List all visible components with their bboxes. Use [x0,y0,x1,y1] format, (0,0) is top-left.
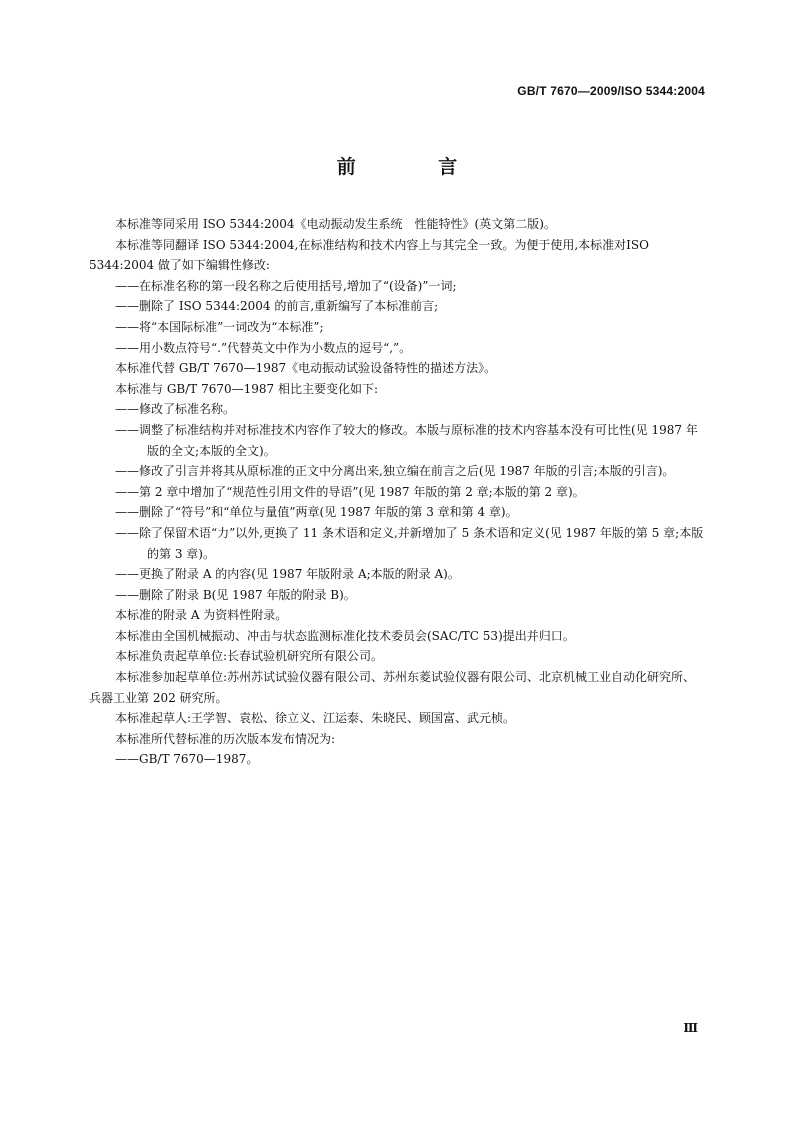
list-item: ——删除了 ISO 5344:2004 的前言,重新编写了本标准前言; [115,299,439,314]
list-item: ——删除了“符号”和“单位与量值”两章(见 1987 年版的第 3 章和第 4 章)。 [115,505,518,520]
paragraph: 本标准由全国机械振动、冲击与状态监测标准化技术委员会(SAC/TC 53)提出并归口。 [115,628,575,643]
list-item: ——用小数点符号“.”代替英文中作为小数点的逗号“,”。 [115,340,412,355]
paragraph: 本标准等同采用 ISO 5344:2004《电动振动发生系统 性能特性》(英文第二版)。 [115,217,556,231]
paragraph: 本标准负责起草单位:长春试验机研究所有限公司。 [115,649,384,664]
foreword-body [89,214,706,770]
paragraph: 本标准代替 GB/T 7670—1987《电动振动试验设备特性的描述方法》。 [115,361,497,376]
list-item: ——除了保留术语“力”以外,更换了 11 条术语和定义,并新增加了 5 条术语和定义(见 1987 年版的第 5 章;本版的第 3 章)。 [115,525,704,561]
list-item: ——在标准名称的第一段名称之后使用括号,增加了“(设备)”一词; [115,278,457,293]
paragraph: 本标准起草人:王学智、袁松、徐立义、江运泰、朱晓民、顾国富、武元桢。 [115,711,516,726]
paragraph: 本标准参加起草单位:苏州苏试试验仪器有限公司、苏州东菱试验仪器有限公司、北京机械工业自动化研究所、兵器工业第 202 研究所。 [89,670,696,705]
list-item: ——GB/T 7670—1987。 [115,752,259,767]
list-item: ——第 2 章中增加了“规范性引用文件的导语”(见 1987 年版的第 2 章;本版的第 2 章)。 [115,484,585,499]
paragraph: 本标准所代替标准的历次版本发布情况为: [115,731,336,746]
list-item: ——更换了附录 A 的内容(见 1987 年版附录 A;本版的附录 A)。 [115,567,460,582]
paragraph: 本标准的附录 A 为资料性附录。 [115,608,288,623]
paragraph: 本标准与 GB/T 7670—1987 相比主要变化如下: [115,381,379,396]
list-item: ——修改了标准名称。 [115,402,236,417]
list-item: ——删除了附录 B(见 1987 年版的附录 B)。 [115,587,356,602]
standard-code-header: GB/T 7670—2009/ISO 5344:2004 [517,84,705,98]
list-item: ——调整了标准结构并对标准技术内容作了较大的修改。本版与原标准的技术内容基本没有可比性(见 1987 年版的全文;本版的全文)。 [115,422,698,458]
paragraph: 本标准等同翻译 ISO 5344:2004,在标准结构和技术内容上与其完全一致。为便于使用,本标准对ISO 5344:2004 做了如下编辑性修改: [89,237,649,273]
list-item: ——将“本国际标准”一词改为“本标准”; [115,319,324,334]
list-item: ——修改了引言并将其从原标准的正文中分离出来,独立编在前言之后(见 1987 年版的引言;本版的引言)。 [115,464,675,479]
page-number: Ⅲ [683,1021,698,1035]
page-title: 前 言 [336,156,496,178]
